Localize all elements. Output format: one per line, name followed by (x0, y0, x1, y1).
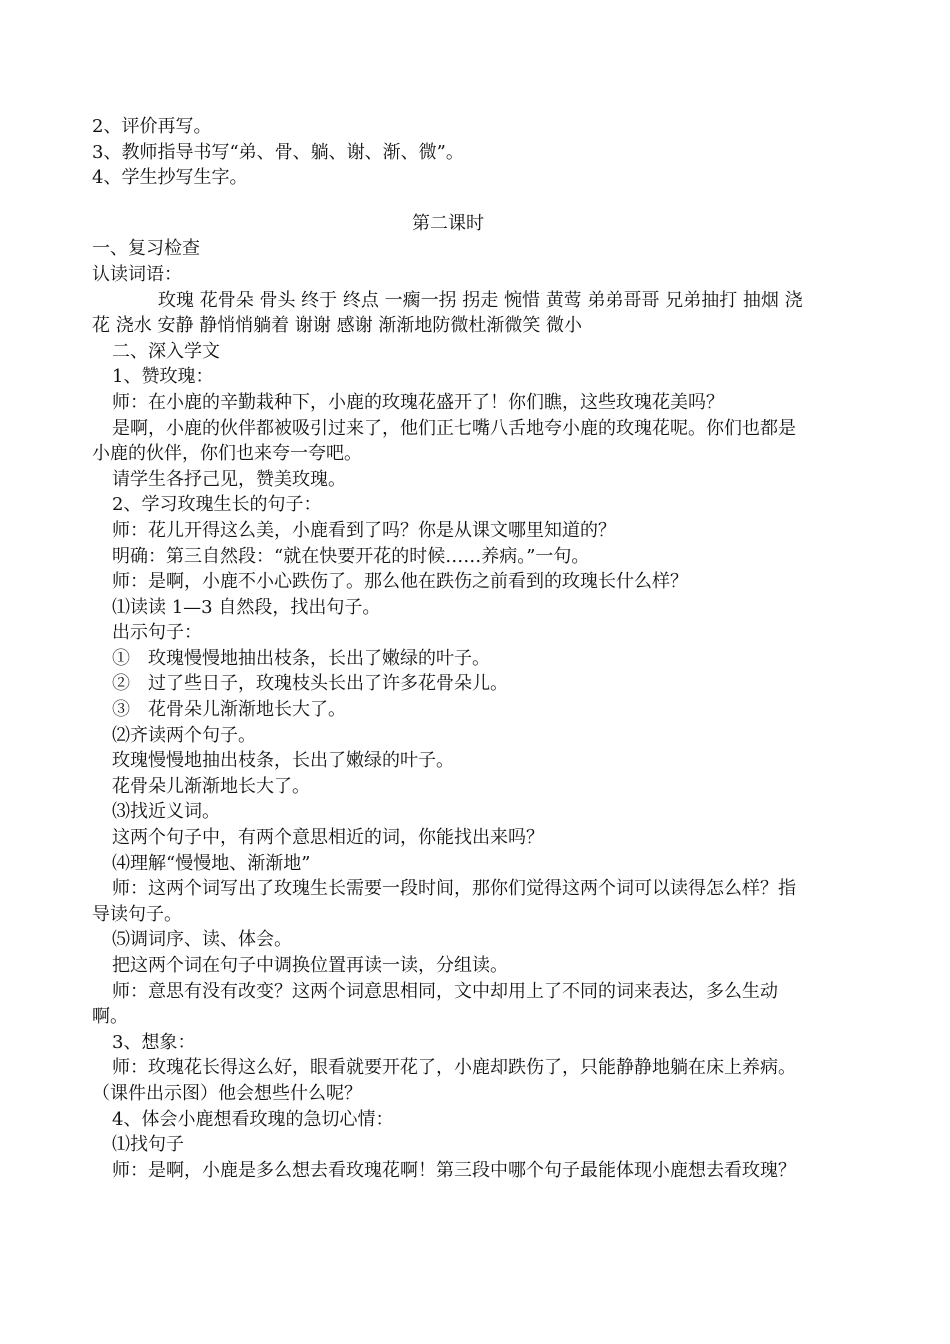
subsection-heading: 2、学习玫瑰生长的句子： (112, 494, 322, 516)
example-sentence: ① 玫瑰慢慢地抽出枝条，长出了嫩绿的叶子。 (112, 647, 490, 669)
subsection-heading: 1、赞玫瑰： (112, 366, 214, 388)
paragraph: 是啊，小鹿的伙伴都被吸引过来了，他们正七嘴八舌地夸小鹿的玫瑰花呢。你们也都是小鹿的伙伴，你们也来夸一夸吧。 (92, 417, 796, 465)
paragraph: 师：是啊，小鹿是多么想去看玫瑰花啊！第三段中哪个句子最能体现小鹿想去看玫瑰？ (112, 1159, 796, 1181)
section-heading: 一、复习检查 (92, 238, 200, 260)
example-sentence: ② 过了些日子，玫瑰枝头长出了许多花骨朵儿。 (112, 673, 508, 695)
list-item: 3、教师指导书写“弟、骨、躺、谢、渐、微”。 (92, 141, 464, 163)
spacer (92, 191, 804, 211)
paragraph: 玫瑰慢慢地抽出枝条，长出了嫩绿的叶子。 (112, 750, 454, 772)
document-page (92, 114, 804, 1183)
paragraph: ⑴找句子 (112, 1134, 184, 1156)
paragraph: 请学生各抒己见，赞美玫瑰。 (112, 468, 346, 490)
paragraph: 师：玫瑰花长得这么好，眼看就要开花了，小鹿却跌伤了，只能静静地躺在床上养病。（课件出示图）他会想些什么呢？ (92, 1057, 796, 1104)
list-item: 2、评价再写。 (92, 116, 212, 137)
paragraph: ⑴读读 1—3 自然段，找出句子。 (112, 596, 381, 618)
paragraph: 师：是啊，小鹿不小心跌伤了。那么他在跌伤之前看到的玫瑰长什么样？ (112, 571, 688, 593)
paragraph: 明确：第三自然段：“就在快要开花的时候……养病。”一句。 (112, 545, 590, 567)
subsection-heading: 3、想象： (112, 1031, 196, 1053)
section-heading: 二、深入学文 (112, 340, 220, 362)
paragraph: 花骨朵儿渐渐地长大了。 (112, 775, 310, 797)
paragraph: ⑸调词序、读、体会。 (112, 929, 292, 951)
paragraph: 师：在小鹿的辛勤栽种下，小鹿的玫瑰花盛开了！你们瞧，这些玫瑰花美吗？ (112, 391, 724, 413)
paragraph: 师：这两个词写出了玫瑰生长需要一段时间，那你们觉得这两个词可以读得怎么样？指导读句子。 (92, 878, 796, 925)
words-label: 认读词语： (92, 263, 182, 285)
paragraph: 这两个句子中，有两个意思相近的词，你能找出来吗？ (112, 827, 544, 849)
example-sentence: ③ 花骨朵儿渐渐地长大了。 (112, 699, 346, 721)
paragraph: ⑵齐读两个句子。 (112, 724, 256, 746)
paragraph: ⑷理解“慢慢地、渐渐地” (112, 852, 311, 874)
paragraph: ⑶找近义词。 (112, 801, 220, 823)
paragraph: 师：意思有没有改变？这两个词意思相同，文中却用上了不同的词来表达，多么生动啊。 (92, 980, 778, 1028)
paragraph: 师：花儿开得这么美，小鹿看到了吗？你是从课文哪里知道的？ (112, 519, 616, 541)
paragraph: 把这两个词在句子中调换位置再读一读，分组读。 (112, 955, 508, 976)
lesson-title: 第二课时 (412, 212, 484, 234)
list-item: 4、学生抄写生字。 (92, 167, 248, 189)
subsection-heading: 4、体会小鹿想看玫瑰的急切心情： (112, 1108, 394, 1130)
paragraph: 出示句子： (112, 622, 202, 644)
words-list: 玫瑰 花骨朵 骨头 终于 终点 一瘸一拐 拐走 惋惜 黄莺 弟弟哥哥 兄弟抽打 抽烟 浇花 浇水 安静 静悄悄躺着 谢谢 感谢 渐渐地防微杜渐微笑 微小 (92, 289, 803, 337)
